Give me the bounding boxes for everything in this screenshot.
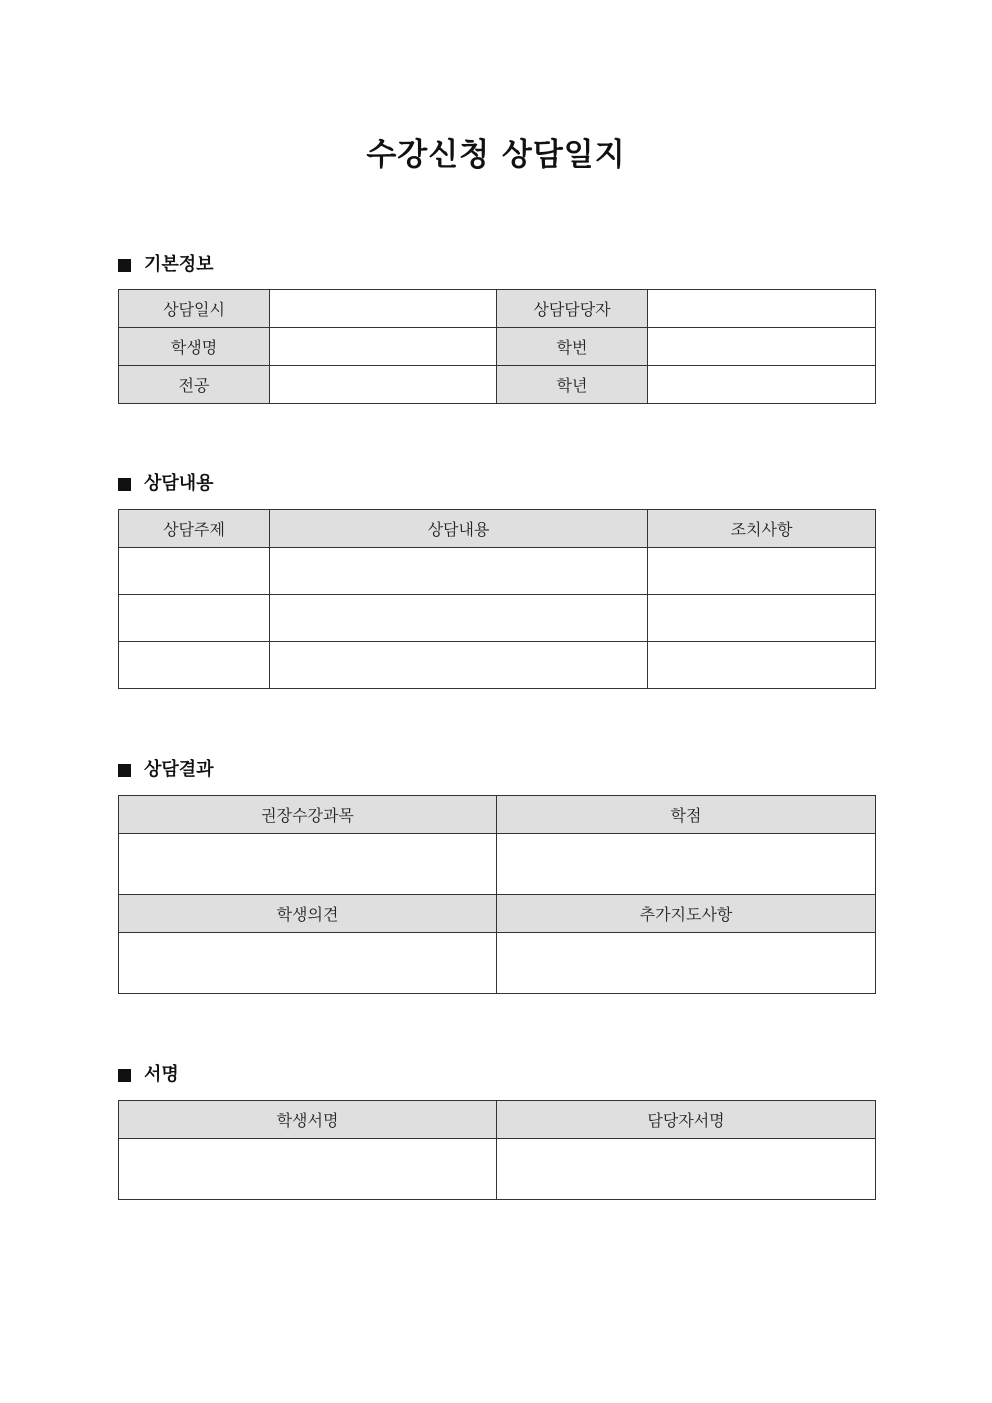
consult-topic-cell[interactable]: [119, 595, 270, 642]
section-heading-basic-info: [118, 252, 214, 278]
table-row: [119, 642, 876, 689]
section-heading-consult-result: [118, 757, 214, 783]
consult-datetime-field[interactable]: [270, 290, 497, 328]
label-consult-datetime: 상담일시: [119, 290, 270, 328]
table-row: [119, 366, 876, 404]
basic-info-table: [118, 289, 876, 404]
table-row: [119, 933, 876, 994]
header-counselor-signature: 담당자서명: [497, 1101, 876, 1139]
consult-content-cell[interactable]: [270, 595, 648, 642]
action-items-cell[interactable]: [648, 642, 876, 689]
student-id-field[interactable]: [648, 328, 876, 366]
header-consult-content: 상담내용: [270, 510, 648, 548]
action-items-cell[interactable]: [648, 548, 876, 595]
header-consult-topic: 상담주제: [119, 510, 270, 548]
signature-table: [118, 1100, 876, 1200]
table-header-row: [119, 796, 876, 834]
section-heading-label: 기본정보: [144, 254, 214, 275]
grade-year-field[interactable]: [648, 366, 876, 404]
counselor-signature-cell[interactable]: [497, 1139, 876, 1200]
consult-topic-cell[interactable]: [119, 642, 270, 689]
student-signature-cell[interactable]: [119, 1139, 497, 1200]
additional-guidance-cell[interactable]: [497, 933, 876, 994]
label-grade-year: 학년: [497, 366, 648, 404]
table-row: [119, 595, 876, 642]
header-additional-guidance: 추가지도사항: [497, 895, 876, 933]
consult-topic-cell[interactable]: [119, 548, 270, 595]
square-bullet-icon: [118, 764, 131, 777]
consult-content-cell[interactable]: [270, 548, 648, 595]
label-counselor: 상담담당자: [497, 290, 648, 328]
section-heading-consult-content: [118, 471, 214, 497]
label-major: 전공: [119, 366, 270, 404]
section-heading-signature: [118, 1062, 179, 1088]
label-student-id: 학번: [497, 328, 648, 366]
table-row: [119, 548, 876, 595]
section-heading-label: 상담내용: [144, 473, 214, 494]
table-header-row: [119, 1101, 876, 1139]
document-title: 수강신청 상담일지: [366, 137, 626, 173]
table-row: [119, 1139, 876, 1200]
table-row: [119, 328, 876, 366]
credits-cell[interactable]: [497, 834, 876, 895]
header-credits: 학점: [497, 796, 876, 834]
header-recommended-courses: 권장수강과목: [119, 796, 497, 834]
consult-content-table: [118, 509, 876, 689]
section-heading-label: 서명: [144, 1064, 179, 1085]
table-header-row: [119, 895, 876, 933]
student-name-field[interactable]: [270, 328, 497, 366]
section-heading-label: 상담결과: [144, 759, 214, 780]
major-field[interactable]: [270, 366, 497, 404]
header-action-items: 조치사항: [648, 510, 876, 548]
consult-content-cell[interactable]: [270, 642, 648, 689]
table-row: [119, 834, 876, 895]
header-student-signature: 학생서명: [119, 1101, 497, 1139]
counselor-field[interactable]: [648, 290, 876, 328]
square-bullet-icon: [118, 259, 131, 272]
action-items-cell[interactable]: [648, 595, 876, 642]
header-student-opinion: 학생의견: [119, 895, 497, 933]
recommended-courses-cell[interactable]: [119, 834, 497, 895]
label-student-name: 학생명: [119, 328, 270, 366]
student-opinion-cell[interactable]: [119, 933, 497, 994]
square-bullet-icon: [118, 478, 131, 491]
table-row: [119, 290, 876, 328]
square-bullet-icon: [118, 1069, 131, 1082]
consult-result-table: [118, 795, 876, 994]
table-header-row: [119, 510, 876, 548]
